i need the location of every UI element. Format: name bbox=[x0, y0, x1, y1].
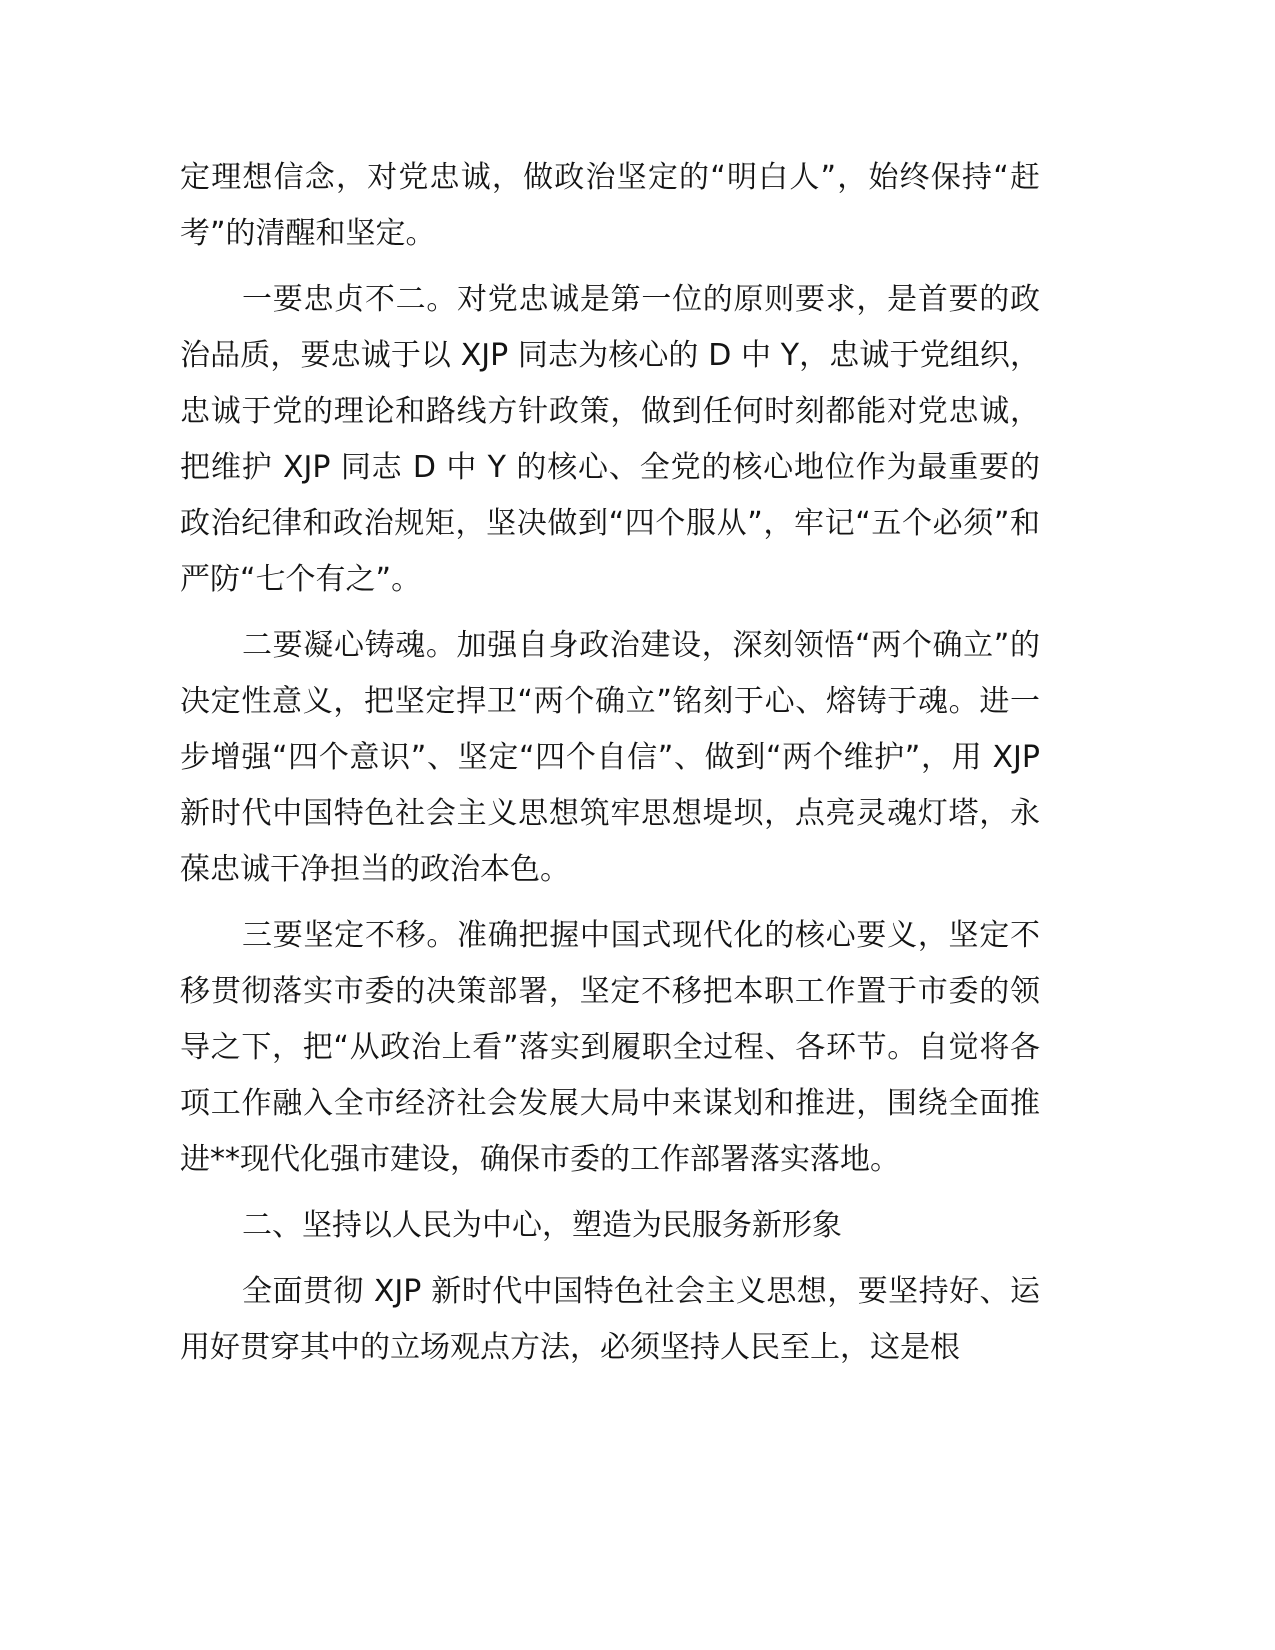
paragraph-4: 三要坚定不移。准确把握中国式现代化的核心要义，坚定不移贯彻落实市委的决策部署，坚定不移把本职工作置于市委的领导之下，把“从政治上看”落实到履职全过程、各环节。自觉将各项工作融入全市经济社会发展大局中来谋划和推进，围绕全面推进**现代化强市建设，确保市委的工作部署落实落地。 bbox=[180, 918, 1040, 1177]
paragraph-3: 二要凝心铸魂。加强自身政治建设，深刻领悟“两个确立”的决定性意义，把坚定捍卫“两个确立”铭刻于心、熔铸于魂。进一步增强“四个意识”、坚定“四个自信”、做到“两个维护”，用 XJP 新时代中国特色社会主义思想筑牢思想堤坝，点亮灵魂灯塔，永葆忠诚干净担当的政治本色。 bbox=[180, 628, 1040, 887]
paragraph-2: 一要忠贞不二。对党忠诚是第一位的原则要求，是首要的政治品质，要忠诚于以 XJP 同志为核心的 D 中 Y，忠诚于党组织，忠诚于党的理论和路线方针政策，做到任何时刻都能对党忠诚，把维护 XJP 同志 D 中 Y 的核心、全党的核心地位作为最重要的政治纪律和政治规矩，坚决做到“四个服从”，牢记“五个必须”和严防“七个有之”。 bbox=[180, 282, 1040, 597]
paragraph-1: 定理想信念，对党忠诚，做政治坚定的“明白人”，始终保持“赶考”的清醒和坚定。 bbox=[180, 160, 1040, 251]
section-heading: 二、坚持以人民为中心，塑造为民服务新形象 bbox=[242, 1208, 842, 1243]
document-body bbox=[180, 150, 1040, 1386]
paragraph-5: 全面贯彻 XJP 新时代中国特色社会主义思想，要坚持好、运用好贯穿其中的立场观点方法，必须坚持人民至上，这是根 bbox=[180, 1274, 1040, 1365]
